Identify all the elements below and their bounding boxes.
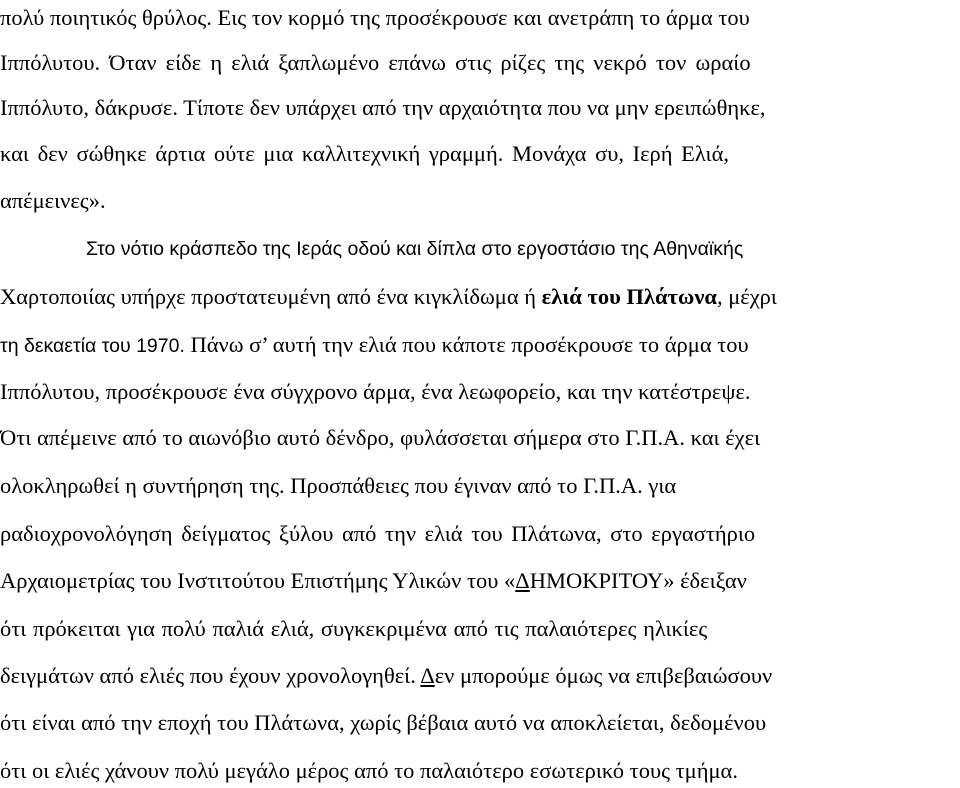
p2-line-1-text: Στο νότιο κράσπεδο της Ιεράς οδού και δίπλα στο εργοστάσιο της Αθηναϊκής: [86, 238, 744, 260]
p2-line-10: [0, 660, 960, 692]
p2-line-4-text: Ιππόλυτου, προσέκρουσε ένα σύγχρονο άρμα, ένα λεωφορείο, και την κατέστρεψε.: [0, 379, 751, 404]
p1-line-5-text: απέμεινες».: [0, 188, 106, 213]
p2-line-3: [0, 329, 960, 361]
p2-line-10-text-after: εν μπορούμε όμως να επιβεβαιώσουν: [434, 663, 773, 688]
p1-line-2-text: Ιππόλυτου. Όταν είδε η ελιά ξαπλωμένο επάνω στις ρίζες της νεκρό τον ωραίο: [0, 50, 751, 75]
p2-line-7: [0, 518, 960, 550]
p2-line-11-text: ότι είναι από την εποχή του Πλάτωνα, χωρίς βέβαια αυτό να αποκλείεται, δεδομένου: [0, 710, 767, 735]
p2-line-9: [0, 613, 960, 645]
p2-line-2: [0, 281, 960, 313]
plato-olive-bold: ελιά του Πλάτωνα: [541, 284, 717, 309]
p1-line-4: [0, 138, 960, 170]
p2-line-3-sans-text: τη δεκαετία του 1970.: [0, 335, 185, 357]
p2-line-4: [0, 376, 960, 408]
p2-line-5-text: Ότι απέμεινε από το αιωνόβιο αυτό δένδρο, φυλάσσεται σήμερα στο Γ.Π.Α. και έχει: [0, 425, 761, 450]
p2-line-8-underlined-letter: Δ: [515, 568, 530, 593]
p1-line-5: [0, 185, 960, 217]
p2-line-2-text-after: , μέχρι: [716, 284, 777, 309]
p2-line-6-text: ολοκληρωθεί η συντήρηση της. Προσπάθειες που έγιναν από το Γ.Π.Α. για: [0, 473, 677, 498]
p1-line-4-text: και δεν σώθηκε άρτια ούτε μια καλλιτεχνική γραμμή. Μονάχα συ, Ιερή Ελιά,: [0, 141, 730, 166]
p1-line-3: [0, 92, 960, 124]
p2-line-12: [0, 755, 960, 787]
p2-line-8-text-after: ΗΜΟΚΡΙΤΟΥ» έδειξαν: [529, 568, 747, 593]
p2-line-9-text: ότι πρόκειται για πολύ παλιά ελιά, συγκεκριμένα από τις παλαιότερες ηλικίες: [0, 616, 708, 641]
p2-line-8-text-before: Αρχαιομετρίας του Ινστιτούτου Επιστήμης Υλικών του «: [0, 568, 516, 593]
p1-line-1: [0, 2, 960, 34]
p2-line-5: [0, 422, 960, 454]
p2-line-12-text: ότι οι ελιές χάνουν πολύ μεγάλο μέρος από το παλαιότερο εσωτερικό τους τμήμα.: [0, 758, 738, 783]
p2-line-11: [0, 707, 960, 739]
p2-line-2-text-before: Χαρτοποιίας υπήρχε προστατευμένη από ένα κιγκλίδωμα ή: [0, 284, 542, 309]
p2-line-1: [86, 233, 960, 265]
p2-line-6: [0, 470, 960, 502]
p1-line-3-text: Ιππόλυτο, δάκρυσε. Τίποτε δεν υπάρχει από την αρχαιότητα που να μην ερειπώθηκε,: [0, 95, 766, 120]
p2-line-7-text: ραδιοχρονολόγηση δείγματος ξύλου από την ελιά του Πλάτωνα, στο εργαστήριο: [0, 521, 756, 546]
p2-line-3-serif-text: Πάνω σ’ αυτή την ελιά που κάποτε προσέκρουσε το άρμα του: [184, 332, 749, 357]
p2-line-8: [0, 565, 960, 597]
p1-line-2: [0, 47, 960, 79]
p1-line-1-text: πολύ ποιητικός θρύλος. Εις τον κορμό της προσέκρουσε και ανετράπη το άρμα του: [0, 5, 750, 30]
p2-line-10-underlined-letter: Δ: [420, 663, 435, 688]
p2-line-10-text-before: δειγμάτων από ελιές που έχουν χρονολογηθεί.: [0, 663, 421, 688]
